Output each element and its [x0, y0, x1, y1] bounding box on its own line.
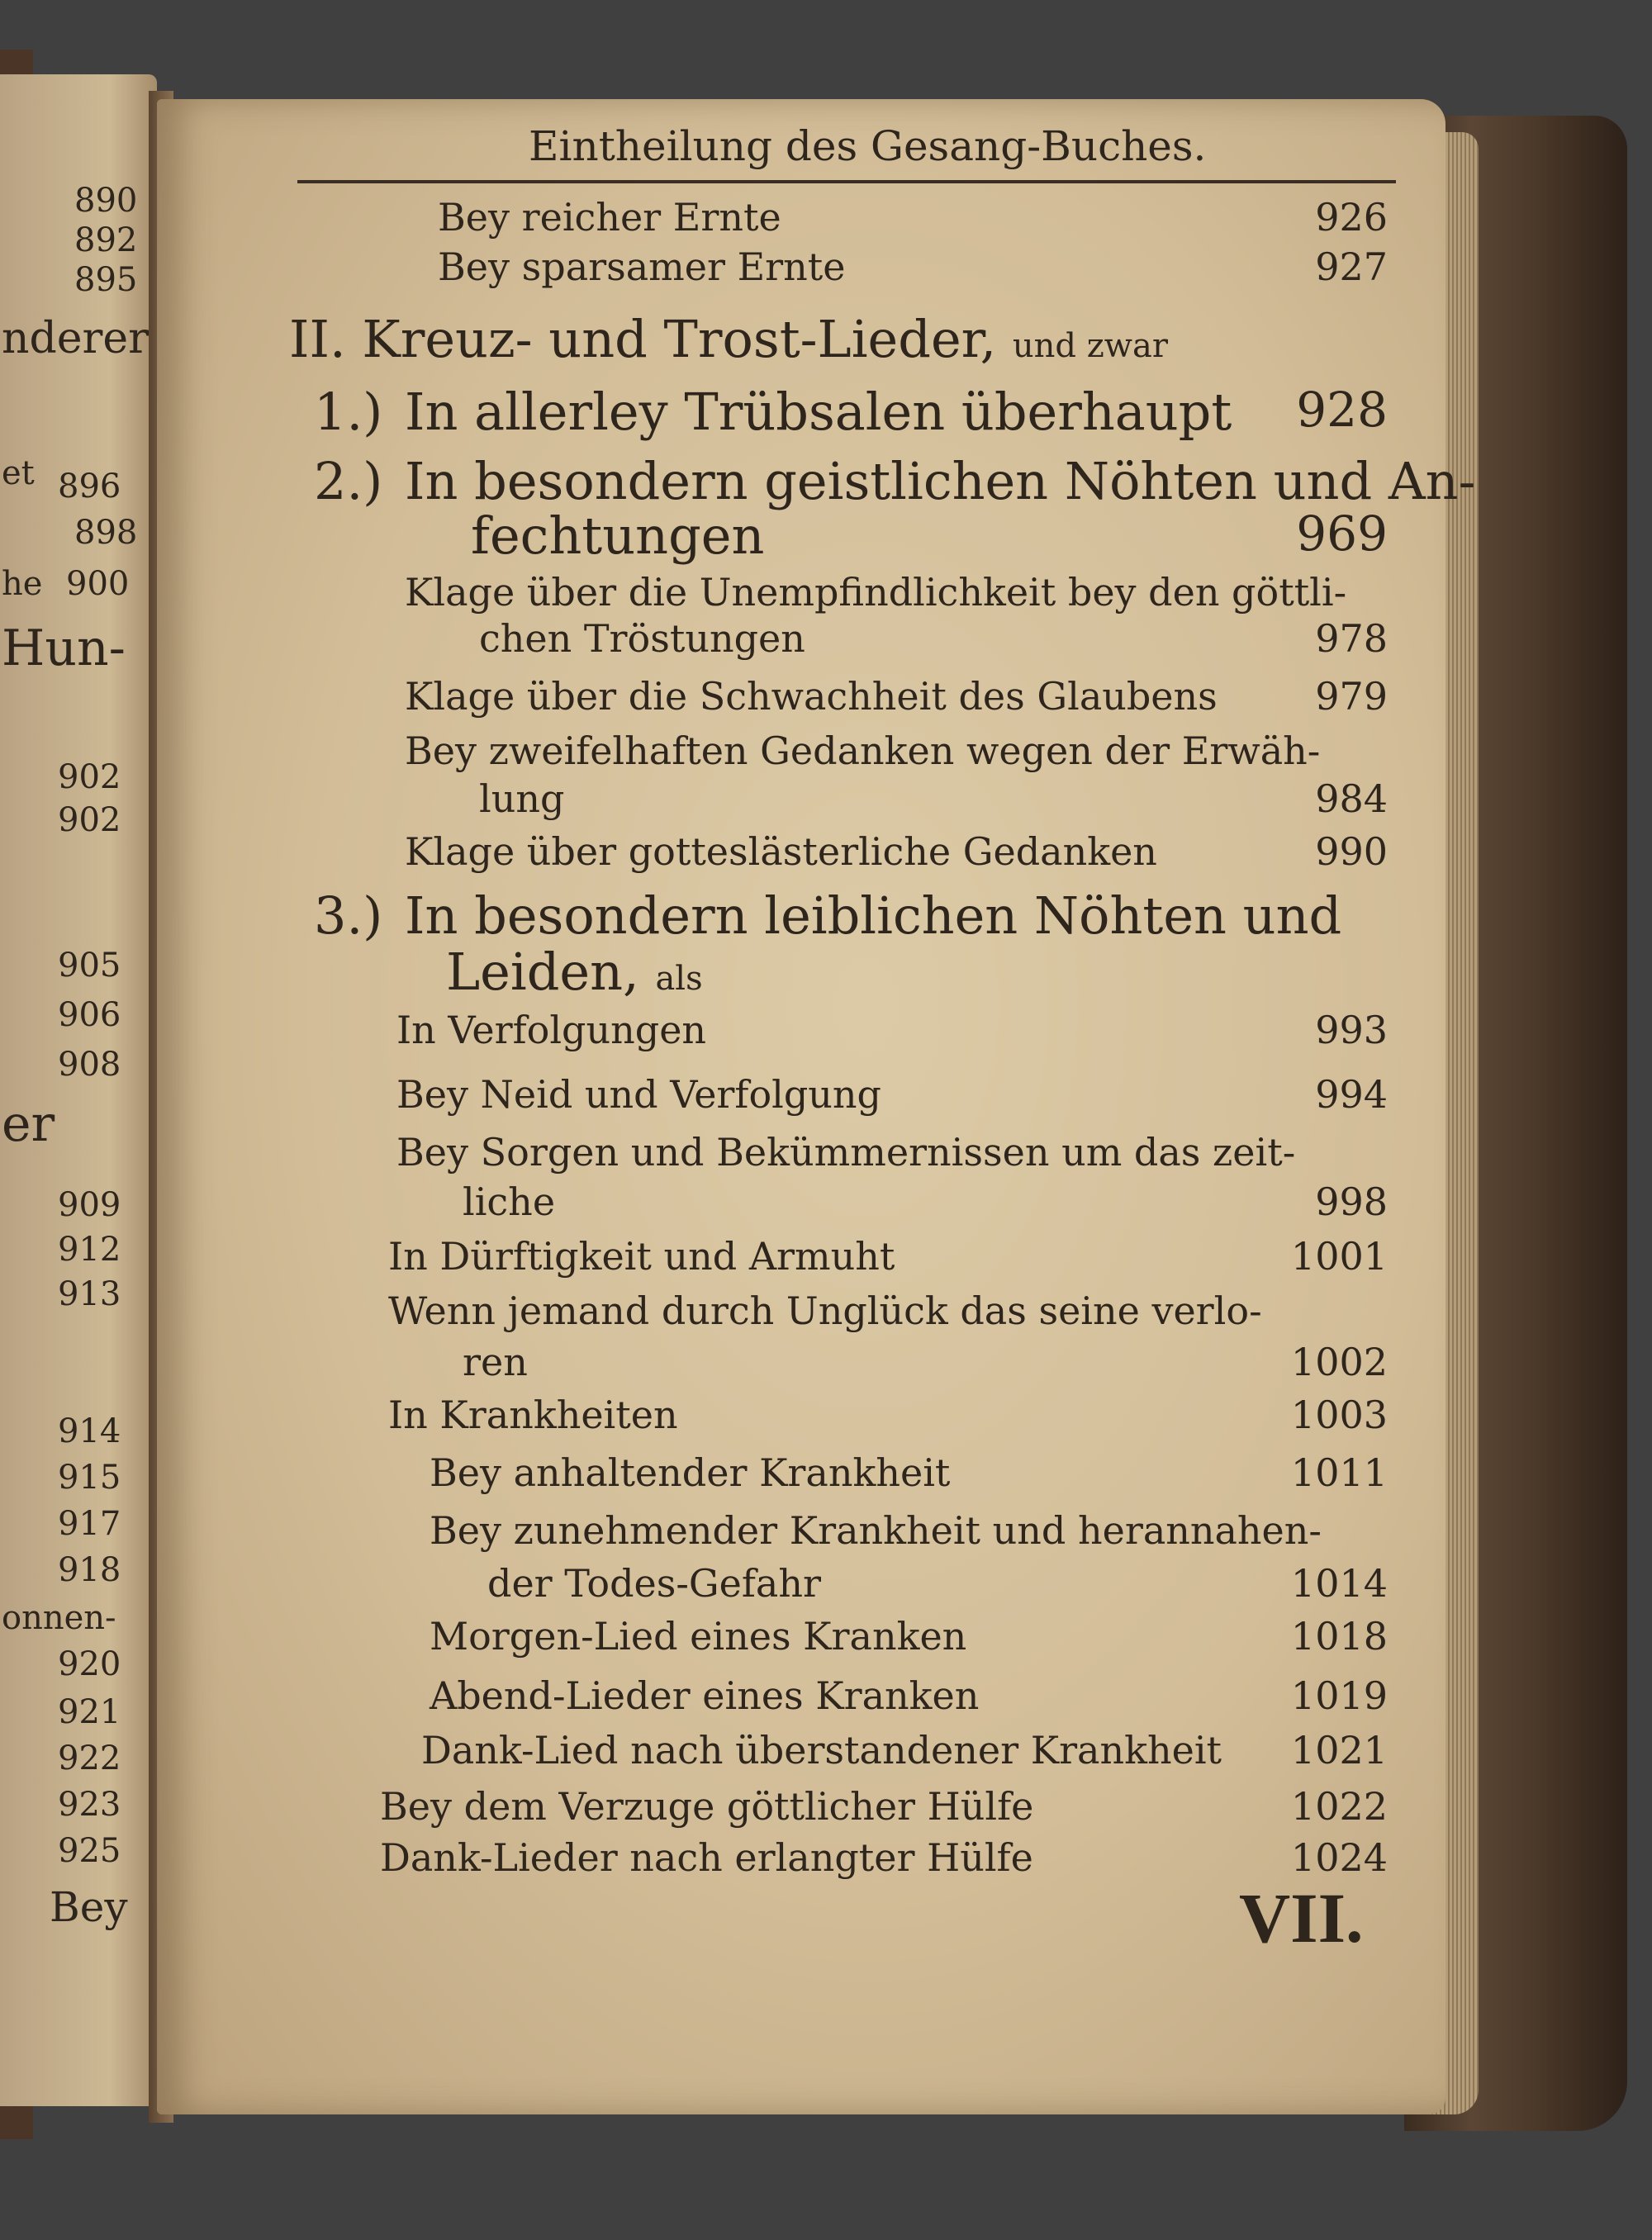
entry-continuation: chen Tröstungen: [479, 616, 805, 661]
entry-text: Klage über die Schwachheit des Glaubens: [405, 674, 1218, 719]
entry-marker: 2.): [314, 451, 383, 511]
left-page-number: 914: [58, 1412, 121, 1450]
running-head: Eintheilung des Gesang-Buches.: [529, 122, 1207, 170]
left-fragment: Hun-: [2, 619, 126, 677]
left-page-number: 921: [58, 1693, 121, 1731]
left-page-number: 902: [58, 758, 121, 796]
entry-text: In besondern geistlichen Nöhten und An-: [405, 451, 1476, 511]
left-page-number: 923: [58, 1786, 121, 1824]
entry-text: Abend-Lieder eines Kranken: [430, 1673, 980, 1718]
entry-continuation: der Todes-Gefahr: [487, 1561, 821, 1606]
catchword: VII.: [1239, 1878, 1364, 1958]
entry-text: Bey sparsamer Ernte: [438, 244, 846, 289]
entry-text: In allerley Trübsalen überhaupt: [405, 382, 1232, 442]
left-page-number: 902: [58, 801, 121, 839]
section-heading-title: II. Kreuz- und Trost-Lieder,: [289, 309, 997, 369]
entry-text: Dank-Lied nach überstandener Krankheit: [421, 1728, 1222, 1773]
entry-continuation-suffix: als: [655, 960, 703, 998]
left-page-number: 917: [58, 1505, 121, 1543]
left-page-number: 913: [58, 1275, 121, 1313]
left-fragment: nderer: [2, 314, 150, 363]
entry-text: Bey Neid und Verfolgung: [396, 1072, 881, 1117]
section-heading-suffix: und zwar: [1012, 327, 1169, 365]
entry-page: 1024: [1290, 1835, 1388, 1880]
left-page-number: 922: [58, 1739, 121, 1777]
entry-page: 990: [1315, 829, 1388, 874]
entry-page: 1019: [1290, 1673, 1388, 1718]
entry-page: 978: [1315, 616, 1388, 661]
entry-text: In Krankheiten: [388, 1393, 678, 1437]
entry-page: 1018: [1290, 1614, 1388, 1659]
entry-page: 927: [1315, 244, 1388, 289]
left-page-number: 908: [58, 1046, 121, 1084]
entry-page: 1014: [1290, 1561, 1388, 1606]
left-fragment: he: [2, 565, 43, 603]
left-page-number: 906: [58, 996, 121, 1034]
entry-page: 1011: [1290, 1450, 1388, 1495]
entry-continuation: ren: [463, 1340, 528, 1384]
entry-marker: 1.): [314, 382, 383, 442]
header-rule: [297, 180, 1396, 183]
entry-text: Bey zunehmender Krankheit und herannahen-: [430, 1508, 1322, 1553]
entry-text: Bey zweifelhaften Gedanken wegen der Erwäh-: [405, 728, 1321, 773]
entry-continuation-text: Leiden,: [446, 942, 639, 1002]
left-page-number: 900: [66, 565, 130, 603]
left-catchword: Bey: [50, 1883, 128, 1931]
entry-page: 1002: [1290, 1340, 1388, 1384]
entry-continuation: [446, 942, 703, 1002]
entry-text: Bey reicher Ernte: [438, 195, 781, 240]
section-heading: [289, 309, 1168, 369]
entry-text: In Dürftigkeit und Armuht: [388, 1234, 895, 1279]
entry-page: 984: [1315, 776, 1388, 821]
left-fragment: et: [2, 454, 35, 492]
left-page-number: 915: [58, 1459, 121, 1497]
left-fragment: onnen-: [2, 1599, 116, 1637]
left-page-number: 918: [58, 1551, 121, 1589]
left-page-number: 905: [58, 947, 121, 985]
entry-text: Morgen-Lied eines Kranken: [430, 1614, 967, 1659]
left-page: [0, 74, 157, 2106]
entry-page: 969: [1296, 505, 1388, 562]
entry-continuation: fechtungen: [471, 505, 765, 566]
entry-page: 926: [1315, 195, 1388, 240]
entry-continuation: lung: [479, 776, 565, 821]
left-page-number: 925: [58, 1832, 121, 1870]
left-page-number: 909: [58, 1186, 121, 1224]
left-page-number: 898: [74, 514, 138, 552]
left-page-number: 890: [74, 182, 138, 220]
entry-page: 993: [1315, 1008, 1388, 1052]
left-page-number: 892: [74, 221, 138, 259]
entry-text: Bey anhaltender Krankheit: [430, 1450, 951, 1495]
entry-continuation: liche: [463, 1179, 556, 1224]
entry-text: Bey dem Verzuge göttlicher Hülfe: [380, 1784, 1034, 1829]
entry-text: Bey Sorgen und Bekümmernissen um das zeit-: [396, 1130, 1296, 1175]
entry-page: 1003: [1290, 1393, 1388, 1437]
entry-text: Klage über die Unempfindlichkeit bey den göttli-: [405, 570, 1347, 615]
left-page-number: 920: [58, 1645, 121, 1683]
entry-page: 979: [1315, 674, 1388, 719]
entry-page: 994: [1315, 1072, 1388, 1117]
left-fragment: er: [2, 1095, 55, 1153]
entry-text: Dank-Lieder nach erlangter Hülfe: [380, 1835, 1033, 1880]
entry-text: In besondern leiblichen Nöhten und: [405, 885, 1342, 946]
entry-text: In Verfolgungen: [396, 1008, 707, 1052]
left-page-number: 895: [74, 261, 138, 299]
entry-text: Wenn jemand durch Unglück das seine verlo-: [388, 1288, 1262, 1333]
entry-text: Klage über gotteslästerliche Gedanken: [405, 829, 1157, 874]
entry-page: 1001: [1290, 1234, 1388, 1279]
left-page-number: 912: [58, 1231, 121, 1269]
entry-page: 928: [1296, 382, 1388, 438]
entry-page: 998: [1315, 1179, 1388, 1224]
entry-page: 1022: [1290, 1784, 1388, 1829]
left-page-number: 896: [58, 467, 121, 505]
entry-page: 1021: [1290, 1728, 1388, 1773]
entry-marker: 3.): [314, 885, 383, 946]
